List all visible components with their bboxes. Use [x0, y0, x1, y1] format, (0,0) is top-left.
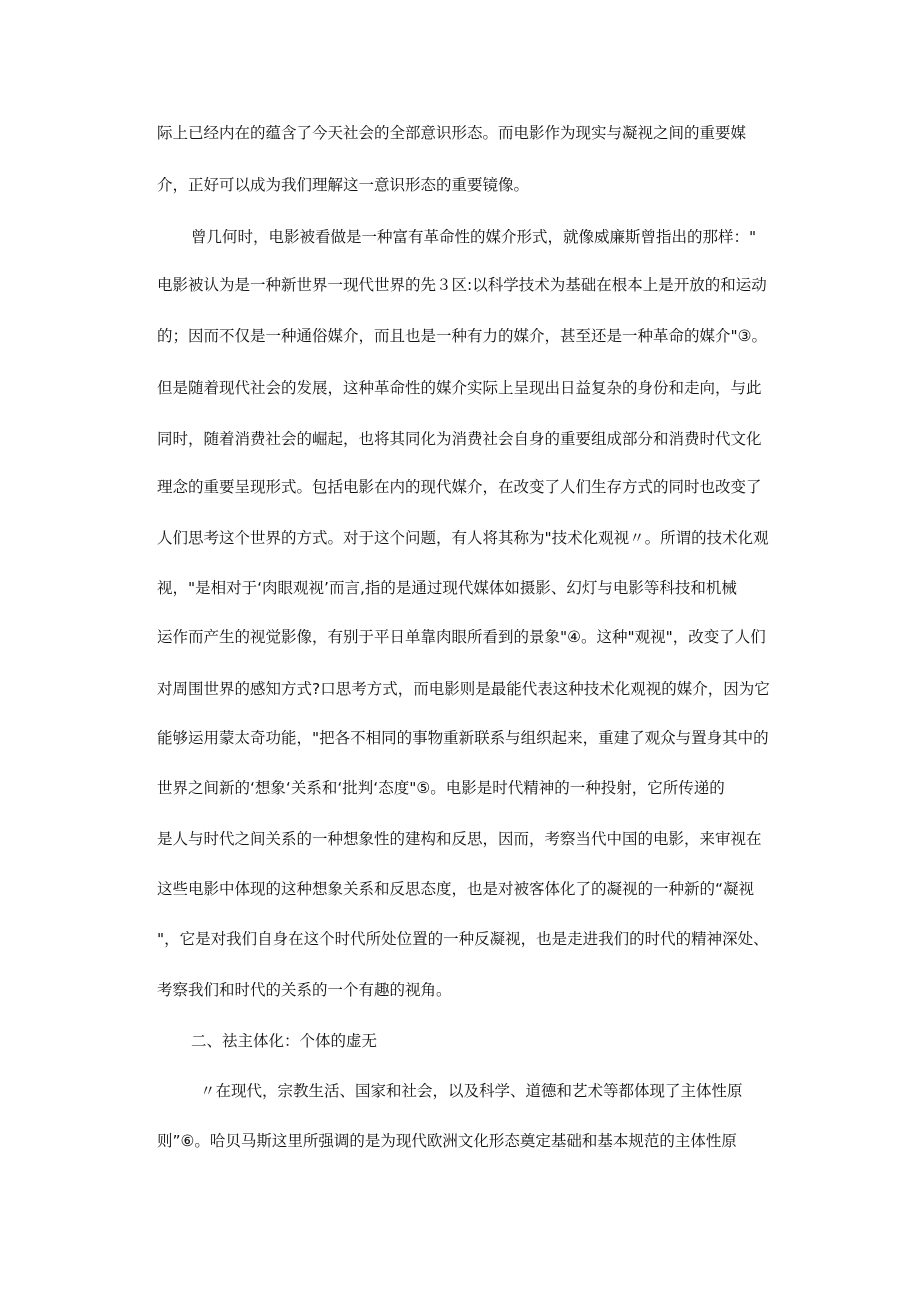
text-line: 则”⑥。哈贝马斯这里所强调的是为现代欧洲文化形态奠定基础和基本规范的主体性原 — [157, 1132, 737, 1150]
text-line: 这些电影中体现的这种想象关系和反思态度，也是对被客体化了的凝视的一种新的“凝视 — [157, 880, 755, 898]
text-line: 同时，随着消费社会的崛起，也将其同化为消费社会自身的重要组成部分和消费时代文化 — [157, 430, 762, 448]
text-line: 是人与时代之间关系的一种想象性的建构和反思，因而，考察当代中国的电影，来审视在 — [157, 830, 762, 848]
text-line: 介，正好可以成为我们理解这一意识形态的重要镜像。 — [157, 176, 530, 194]
text-line: 的；因而不仅是一种通俗媒介，而且也是一种有力的媒介，甚至还是一种革命的媒介"③。 — [157, 327, 768, 345]
text-line: 际上已经内在的蕴含了今天社会的全部意识形态。而电影作为现实与凝视之间的重要媒 — [157, 124, 747, 142]
text-line: 世界之间新的‘想象‘关系和‘批判‘态度"⑤。电影是时代精神的一种投射，它所传递的 — [157, 779, 725, 797]
text-line: 但是随着现代社会的发展，这种革命性的媒介实际上呈现出日益复杂的身份和走向，与此 — [157, 379, 762, 397]
text-line: 考察我们和时代的关系的一个有趣的视角。 — [157, 981, 452, 999]
text-line: "，它是对我们自身在这个时代所处位置的一种反凝视，也是走进我们的时代的精神深处、 — [157, 930, 769, 948]
text-line: 理念的重要呈现形式。包括电影在内的现代媒介，在改变了人们生存方式的同时也改变了 — [157, 478, 762, 496]
text-line: 运作而产生的视觉影像，有别于平日单靠肉眼所看到的景象"④。这种"观视"，改变了人们 — [157, 628, 766, 646]
text-line: 对周围世界的感知方式?口思考方式，而电影则是最能代表这种技术化观视的媒介，因为它 — [157, 680, 770, 698]
paragraph-start-line: 曾几何时，电影被看做是一种富有革命性的媒介形式，就像威廉斯曾指出的那样：" — [191, 228, 757, 246]
text-line: 视，"是相对于‘肉眼观视’而言,指的是通过现代媒体如摄影、幻灯与电影等科技和机械 — [157, 579, 737, 597]
section-heading: 二、祛主体化：个体的虚无 — [191, 1032, 378, 1050]
text-line: 人们思考这个世界的方式。对于这个问题，有人将其称为"技术化观视〃。所谓的技术化观 — [157, 529, 769, 547]
text-line: 电影被认为是一种新世界一现代世界的先３区:以科学技术为基础在根本上是开放的和运动 — [157, 276, 767, 294]
paragraph-start-line: 〃在现代，宗教生活、国家和社会，以及科学、道德和艺术等都体现了主体性原 — [200, 1082, 743, 1100]
text-line: 能够运用蒙太奇功能，"把各不相同的事物重新联系与组织起来，重建了观众与置身其中的 — [157, 729, 769, 747]
